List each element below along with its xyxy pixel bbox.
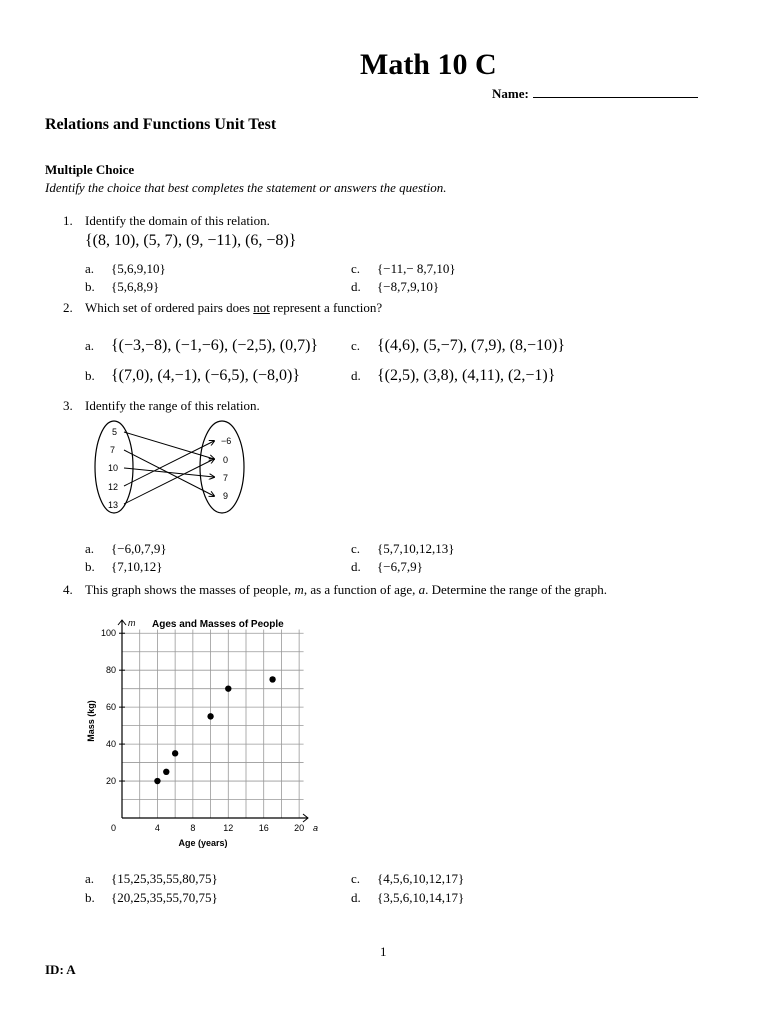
name-field [492, 86, 698, 102]
x-tick-label: 8 [190, 823, 196, 833]
question-2 [0, 300, 768, 395]
option-b[interactable]: b. {(7,0), (4,−1), (−6,5), (−8,0)} [85, 367, 301, 384]
x-tick-label: 16 [258, 823, 269, 833]
x-tick-label: 4 [154, 823, 160, 833]
range-value: −6 [221, 436, 232, 446]
page-title: Math 10 C [360, 48, 497, 81]
range-value: 0 [223, 455, 229, 465]
option-c[interactable]: c. {−11,− 8,7,10} [351, 261, 456, 276]
data-point [225, 685, 231, 691]
name-label: Name: [492, 86, 529, 101]
x-axis-variable: a [313, 823, 319, 833]
data-point [154, 778, 160, 784]
option-a[interactable]: a. {15,25,35,55,80,75} [85, 871, 218, 886]
question-1 [0, 213, 768, 303]
y-tick-label: 80 [105, 665, 116, 676]
range-value: 9 [223, 491, 229, 501]
domain-value: 13 [108, 500, 119, 510]
x-tick-label: 20 [294, 823, 305, 833]
question-number: 3. [63, 398, 73, 413]
question-number: 1. [63, 213, 73, 228]
data-point [207, 713, 213, 719]
question-text: Identify the domain of this relation. [85, 213, 270, 228]
origin-label: 0 [110, 823, 116, 833]
section-heading: Multiple Choice [45, 162, 135, 177]
chart-grid [122, 630, 304, 818]
option-d[interactable]: d. {−8,7,9,10} [351, 279, 440, 294]
question-number: 2. [63, 300, 73, 315]
domain-value: 7 [110, 445, 116, 455]
name-blank-line[interactable] [533, 86, 698, 98]
y-axis-label: Mass (kg) [86, 700, 96, 742]
data-point [163, 769, 169, 775]
y-tick-label: 100 [100, 628, 116, 639]
option-a[interactable]: a. {−6,0,7,9} [85, 541, 167, 556]
y-tick-label: 60 [105, 702, 116, 713]
range-oval [200, 421, 244, 513]
mapping-diagram [92, 420, 252, 520]
question-number: 4. [63, 582, 73, 597]
option-c[interactable]: c. {(4,6), (5,−7), (7,9), (8,−10)} [351, 337, 566, 354]
page-number: 1 [380, 944, 387, 959]
mapping-arrow [124, 432, 214, 459]
relation-set: {(8, 10), (5, 7), (9, −11), (6, −8)} [85, 232, 297, 249]
domain-value: 10 [108, 463, 119, 473]
option-a[interactable]: a. {(−3,−8), (−1,−6), (−2,5), (0,7)} [85, 337, 319, 354]
option-d[interactable]: d. {3,5,6,10,14,17} [351, 890, 465, 905]
y-tick-label: 20 [105, 776, 116, 787]
question-text: Which set of ordered pairs does not represent a function? [85, 300, 383, 315]
range-value: 7 [223, 473, 229, 483]
option-d[interactable]: d. {(2,5), (3,8), (4,11), (2,−1)} [351, 367, 556, 384]
option-a[interactable]: a. {5,6,9,10} [85, 261, 166, 276]
x-tick-label: 12 [223, 823, 234, 833]
question-4 [0, 582, 768, 602]
option-b[interactable]: b. {5,6,8,9} [85, 279, 160, 294]
question-3-options [0, 541, 768, 581]
domain-value: 12 [108, 482, 119, 492]
domain-value: 5 [112, 427, 118, 437]
data-point [269, 676, 275, 682]
question-text: Identify the range of this relation. [85, 398, 260, 413]
scatter-chart [84, 610, 324, 855]
test-title: Relations and Functions Unit Test [45, 116, 277, 133]
option-c[interactable]: c. {4,5,6,10,12,17} [351, 871, 465, 886]
chart-title: Ages and Masses of People [152, 619, 284, 630]
data-point [172, 750, 178, 756]
question-text: This graph shows the masses of people, m, as a function of age, a. Determine the range of the graph. [85, 582, 608, 597]
option-d[interactable]: d. {−6,7,9} [351, 559, 423, 574]
option-c[interactable]: c. {5,7,10,12,13} [351, 541, 455, 556]
chart-axes [118, 620, 308, 822]
question-4-options [0, 871, 768, 911]
id-label: ID: A [45, 962, 76, 977]
x-axis-label: Age (years) [178, 838, 228, 848]
option-b[interactable]: b. {7,10,12} [85, 559, 163, 574]
option-b[interactable]: b. {20,25,35,55,70,75} [85, 890, 218, 905]
y-axis-variable: m [128, 618, 136, 628]
y-tick-label: 40 [105, 739, 116, 750]
instructions: Identify the choice that best completes the statement or answers the question. [45, 180, 447, 195]
